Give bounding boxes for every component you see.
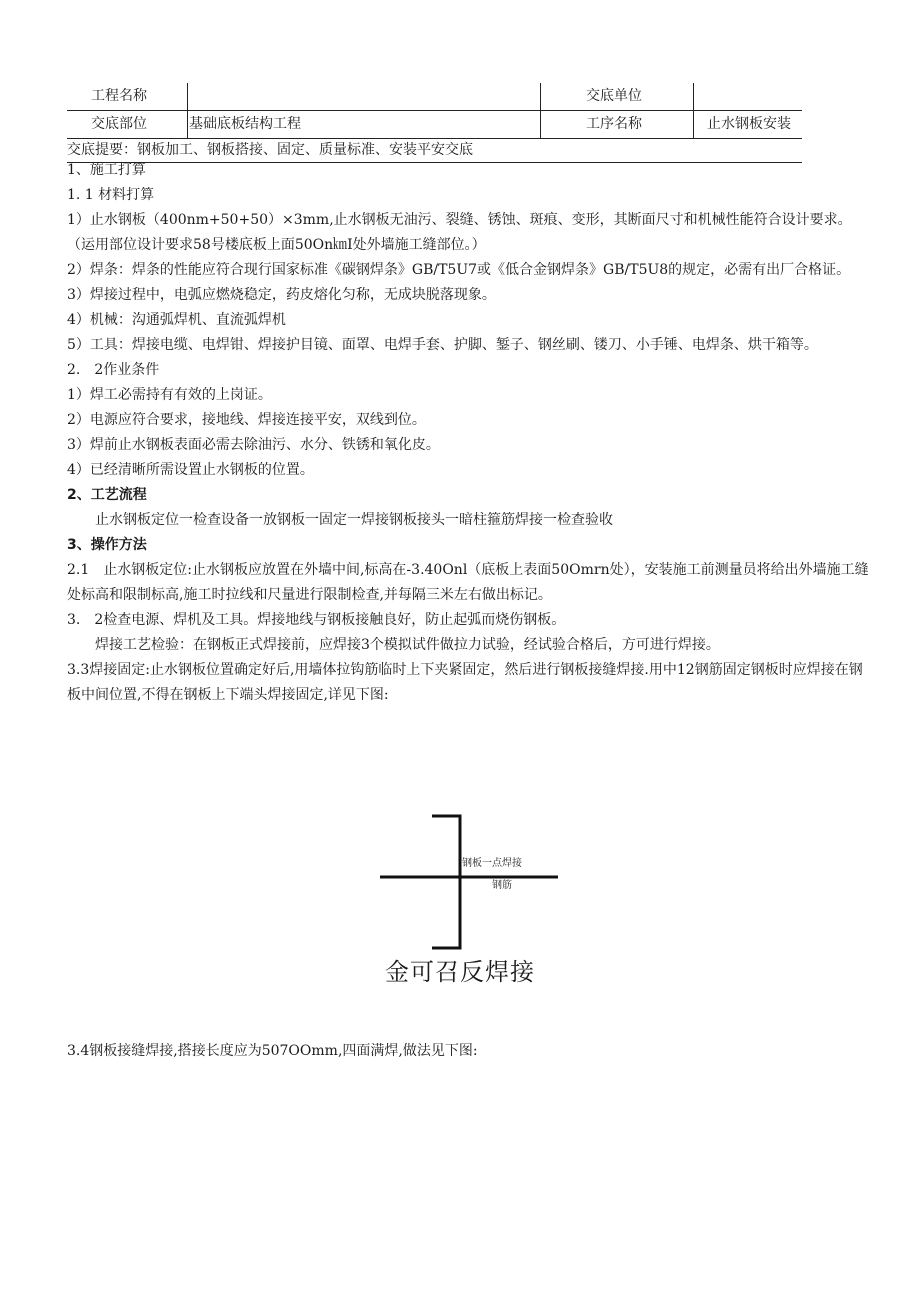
paragraph: 2）焊条：焊条的性能应符合现行国家标准《碳钢焊条》GB/T5U7或《低合金钢焊条》GB/T5U8的规定，必需有出厂合格证。 <box>67 262 851 278</box>
paragraph: 1）焊工必需持有有效的上岗证。 <box>67 387 272 403</box>
table-divider <box>187 83 188 110</box>
paragraph: 1）止水钢板（400nm+50+50）×3mm,止水钢板无油污、裂缝、锈蚀、斑痕、变形，其断面尺寸和机械性能符合设计要求。（运用部位设计要求58号楼底板上面50On㎞I处外墙施工缝部位。） <box>67 212 852 253</box>
paragraph: 3. 2检查电源、焊机及工具。焊接地线与钢板接触良好，防止起弧而烧伤钢板。 <box>67 612 566 628</box>
subsection-heading: 1. 1 材料打算 <box>67 187 155 203</box>
paragraph: 3）焊接过程中，电弧应燃烧稳定，药皮熔化匀称，无成块脱落现象。 <box>67 287 496 303</box>
part-value: 基础底板结构工程 <box>189 116 301 132</box>
figure-label-plate: 钢板一点焊接 <box>462 858 522 869</box>
table-divider <box>693 111 694 138</box>
table-divider <box>540 83 541 110</box>
section-heading: 3、操作方法 <box>67 537 147 553</box>
header-row-2 <box>67 111 802 139</box>
project-name-label: 工程名称 <box>91 88 147 104</box>
paragraph: 焊接工艺检验：在钢板正式焊接前，应焊接3个模拟试件做拉力试验，经试验合格后，方可进行焊接。 <box>95 637 720 653</box>
table-divider <box>540 111 541 138</box>
weld-fixing-figure <box>370 808 570 958</box>
table-divider <box>187 111 188 138</box>
section-heading: 2、工艺流程 <box>67 487 147 503</box>
paragraph: 2）电源应符合要求，接地线、焊接连接平安，双线到位。 <box>67 412 426 428</box>
figure-caption: 金可召反焊接 <box>385 958 535 986</box>
header-row-1 <box>67 83 802 111</box>
section-heading: 1、施工打算 <box>67 162 146 178</box>
figure-label-rebar: 钢筋 <box>492 880 512 891</box>
document-body-continued <box>67 1025 870 1078</box>
subsection-heading: 2. 2作业条件 <box>67 362 160 378</box>
table-divider <box>693 83 694 110</box>
part-label: 交底部位 <box>91 116 147 132</box>
paragraph: 5）工具：焊接电缆、电焊钳、焊接护目镜、面罩、电焊手套、护脚、錾子、钢丝刷、镂刀、小手锤、电焊条、烘干箱等。 <box>67 337 818 353</box>
unit-label: 交底单位 <box>586 88 642 104</box>
paragraph: 2.1 止水钢板定位:止水钢板应放置在外墙中间,标高在-3.40Onl（底板上表面50Omrn处），安装施工前测量员将给出外墙施工缝处标高和限制标高,施工时拉线和尺量进行限制检查,并每隔三米左右做出标记。 <box>67 562 869 603</box>
process-value: 止水钢板安装 <box>707 116 791 132</box>
process-label: 工序名称 <box>586 116 642 132</box>
header-table <box>67 83 802 163</box>
paragraph: 3）焊前止水钢板表面必需去除油污、水分、铁锈和氧化皮。 <box>67 437 440 453</box>
document-body <box>67 158 870 708</box>
paragraph: 3.3焊接固定:止水钢板位置确定好后,用墙体拉钩筋临时上下夹紧固定，然后进行钢板接缝焊接.用中12钢筋固定钢板时应焊接在钢板中间位置,不得在钢板上下端头焊接固定,详见下图: <box>67 662 863 703</box>
process-flow: 止水钢板定位一检查设备一放钢板一固定一焊接钢板接头一暗柱箍筋焊接一检查验收 <box>95 512 613 528</box>
brief-line: 交底提要：钢板加工、钢板搭接、固定、质量标准、安装平安交底 <box>67 139 802 163</box>
paragraph: 4）已经清晰所需设置止水钢板的位置。 <box>67 462 314 478</box>
paragraph: 3.4钢板接缝焊接,搭接长度应为507OOmm,四面满焊,做法见下图: <box>67 1043 478 1059</box>
steel-plate-shape <box>432 816 460 948</box>
paragraph: 4）机械：沟通弧焊机、直流弧焊机 <box>67 312 286 328</box>
